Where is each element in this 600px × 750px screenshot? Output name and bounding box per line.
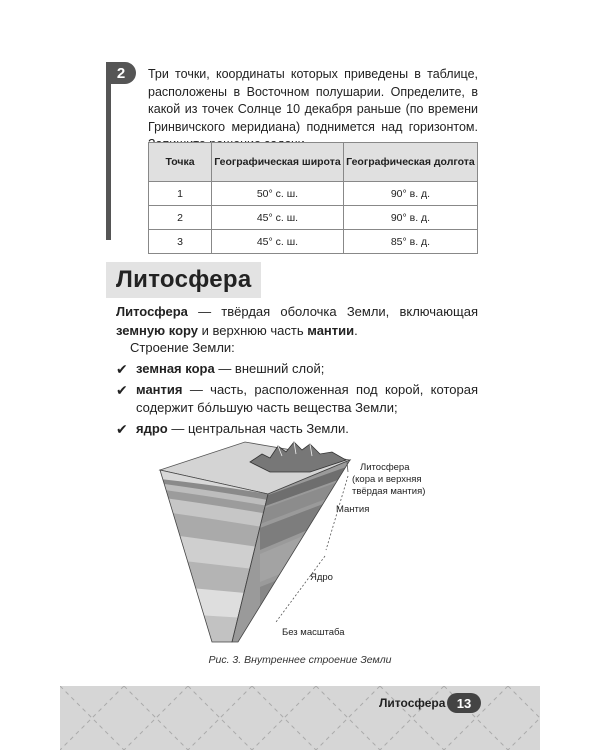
earth-structure-diagram bbox=[150, 432, 450, 652]
table-header-cell: Географическая широта bbox=[212, 143, 344, 182]
core-label: Ядро bbox=[310, 572, 333, 583]
page-number: 13 bbox=[447, 693, 481, 713]
coordinates-table bbox=[148, 142, 478, 254]
definition-text: и верхнюю часть bbox=[198, 322, 308, 338]
list-item-text: — центральная часть Земли. bbox=[167, 420, 349, 436]
table-cell: 50° с. ш. bbox=[212, 182, 344, 206]
mantle-label: Мантия bbox=[336, 504, 370, 515]
definition-text: . bbox=[354, 322, 358, 338]
lithosphere-label: Литосфера bbox=[360, 462, 410, 473]
table-header-cell: Географическая долгота bbox=[343, 143, 477, 182]
table-cell: 85° в. д. bbox=[343, 230, 477, 254]
table-cell: 1 bbox=[149, 182, 212, 206]
list-item bbox=[116, 360, 478, 379]
task-number-badge: 2 bbox=[106, 62, 136, 84]
list-item-text: — внешний слой; bbox=[214, 361, 325, 376]
table-row bbox=[149, 182, 478, 206]
table-header-cell: Точка bbox=[149, 143, 212, 182]
definition-text: — твёрдая оболочка Земли, включающая bbox=[187, 304, 478, 319]
lithosphere-label-line3: твёрдая мантия) bbox=[352, 486, 426, 497]
scale-note: Без масштаба bbox=[282, 627, 345, 638]
table-row bbox=[149, 206, 478, 230]
table-row bbox=[149, 230, 478, 254]
table-cell: 2 bbox=[149, 206, 212, 230]
list-item-term: мантия bbox=[136, 381, 183, 397]
list-item-term: земная кора bbox=[136, 361, 215, 376]
table-cell: 45° с. ш. bbox=[212, 230, 344, 254]
list-item-term: ядро bbox=[136, 420, 168, 436]
figure-caption: Рис. 3. Внутреннее строение Земли bbox=[208, 654, 392, 666]
footer-section-title: Литосфера bbox=[379, 696, 446, 710]
list-item-text: — часть, расположенная под корой, которая содержит бóльшую часть вещества Земли; bbox=[136, 381, 478, 415]
structure-label: Строение Земли: bbox=[130, 340, 235, 355]
definition-term: Литосфера bbox=[116, 304, 188, 319]
definition-bold: мантии bbox=[307, 322, 355, 338]
lithosphere-label-line2: (кора и верхняя bbox=[352, 474, 422, 485]
table-cell: 90° в. д. bbox=[343, 182, 477, 206]
table-header-row bbox=[149, 143, 478, 182]
table-cell: 45° с. ш. bbox=[212, 206, 344, 230]
table-cell: 90° в. д. bbox=[343, 206, 477, 230]
checkmark-icon: ✔ bbox=[116, 420, 128, 437]
checkmark-icon: ✔ bbox=[116, 381, 128, 398]
task-marker-bar bbox=[106, 62, 111, 240]
task-text: Три точки, координаты которых приведены в таблице, расположены в Восточном полушарии. Определите, в какой из точек Солнце 10 декабря раньше (по времени Гринвичского меридиана) поднимется над горизонтом. bbox=[148, 67, 478, 134]
structure-list bbox=[116, 360, 478, 440]
section-title: Литосфера bbox=[106, 262, 261, 298]
definition-paragraph bbox=[116, 303, 478, 340]
list-item bbox=[116, 381, 478, 418]
definition-bold: земную кору bbox=[116, 322, 199, 338]
table-cell: 3 bbox=[149, 230, 212, 254]
checkmark-icon: ✔ bbox=[116, 361, 128, 377]
